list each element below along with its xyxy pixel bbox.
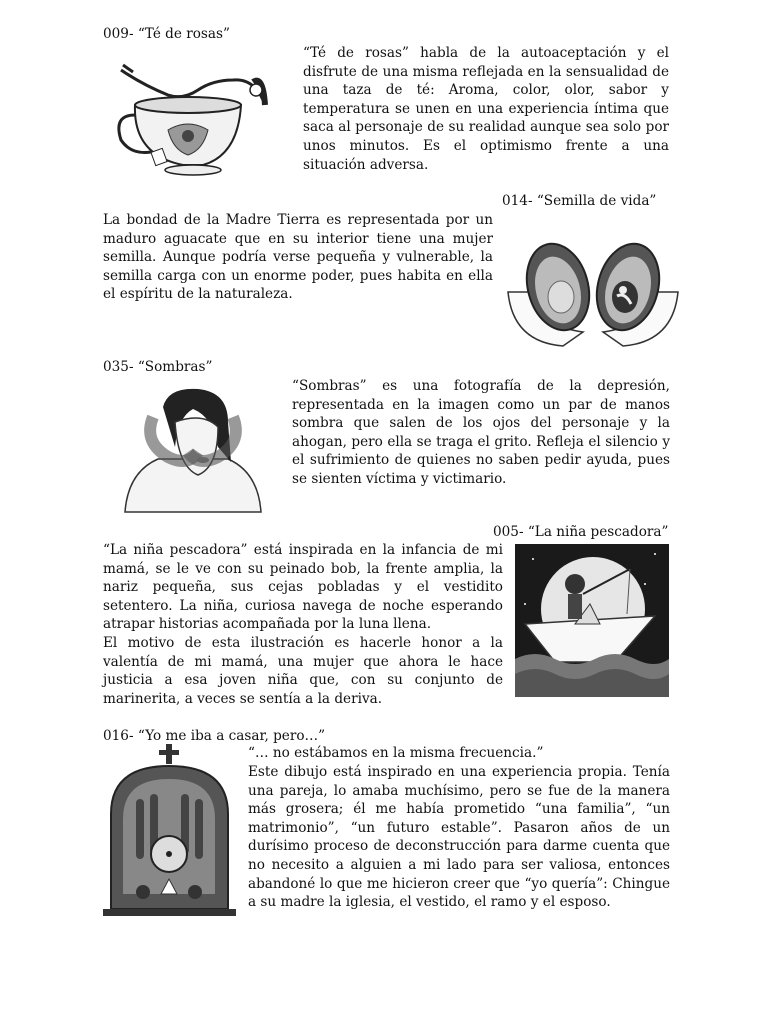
- entry-subtitle: “… no estábamos en la misma frecuencia.”: [248, 745, 544, 761]
- entry-text-te-de-rosas: “Té de rosas” habla de la autoaceptación y el disfrute de una misma reflejada en la sensualidad de una taza de té: Aroma, color, olor, sabor y temperatura se unen en una experiencia íntima que saca al personaje de su realidad aunque sea solo por unos minutos. Es el optimismo frente a una situación adversa.: [303, 45, 669, 173]
- woman-in-teacup-illustration: [113, 60, 273, 180]
- entry-title-sombras: 035- “Sombras”: [103, 359, 213, 375]
- entry-title-yo-me-iba-a-casar: 016- “Yo me iba a casar, pero…”: [103, 728, 326, 744]
- entry-title-te-de-rosas: 009- “Té de rosas”: [103, 26, 230, 42]
- vintage-radio-with-cross-illustration: [103, 744, 236, 916]
- hands-holding-avocado-illustration: [503, 232, 683, 350]
- woman-with-shadow-hands-illustration: [123, 387, 263, 514]
- entry-paragraph-1: “La niña pescadora” está inspirada en la infancia de mi mamá, se le ve con su peinado bob, la frente amplia, la nariz pequeña, sus cejas pobladas y el vestidito setentero. La niña, curiosa navega de noche esperando atrapar historias acompañada por la luna llena.: [103, 542, 503, 633]
- entry-text-semilla-de-vida: La bondad de la Madre Tierra es representada por un maduro aguacate que en su interior tiene una mujer semilla. Aunque podría verse pequeña y vulnerable, la semilla carga con un enorme poder, pues habita en ella el espíritu de la naturaleza.: [103, 212, 493, 303]
- entry-title-semilla-de-vida: 014- “Semilla de vida”: [502, 193, 657, 209]
- girl-in-paper-boat-illustration: [515, 544, 669, 697]
- entry-text-sombras: “Sombras” es una fotografía de la depresión, representada en la imagen como un par de manos sombra que salen de los ojos del personaje y la ahogan, pero ella se traga el grito. Refleja el silencio y el sufrimiento de quienes no saben pedir ayuda, pues se sienten víctima y victimario.: [292, 378, 670, 487]
- entry-text-yo-me-iba-a-casar: Este dibujo está inspirado en una experiencia propia. Tenía una pareja, lo amaba muchísimo, pero se fue de la manera más grosera; él me había prometido “una familia”, “un matrimonio”, “un futuro estable”. Pasaron años de un durísimo proceso de deconstrucción para darme cuenta que no necesito a alguien a mi lado para ser valiosa, entonces abandoné lo que me hicieron creer que “yo quería”: Chingue a su madre la iglesia, el vestido, el ramo y el esposo.: [248, 764, 670, 911]
- entry-title-la-nina-pescadora: 005- “La niña pescadora”: [493, 524, 669, 540]
- entry-paragraph-2: El motivo de esta ilustración es hacerle honor a la valentía de mi mamá, una mujer que ahora le hace justicia a esa joven niña que, con su conjunto de marinerita, a veces se sentía a la deriva.: [103, 635, 503, 707]
